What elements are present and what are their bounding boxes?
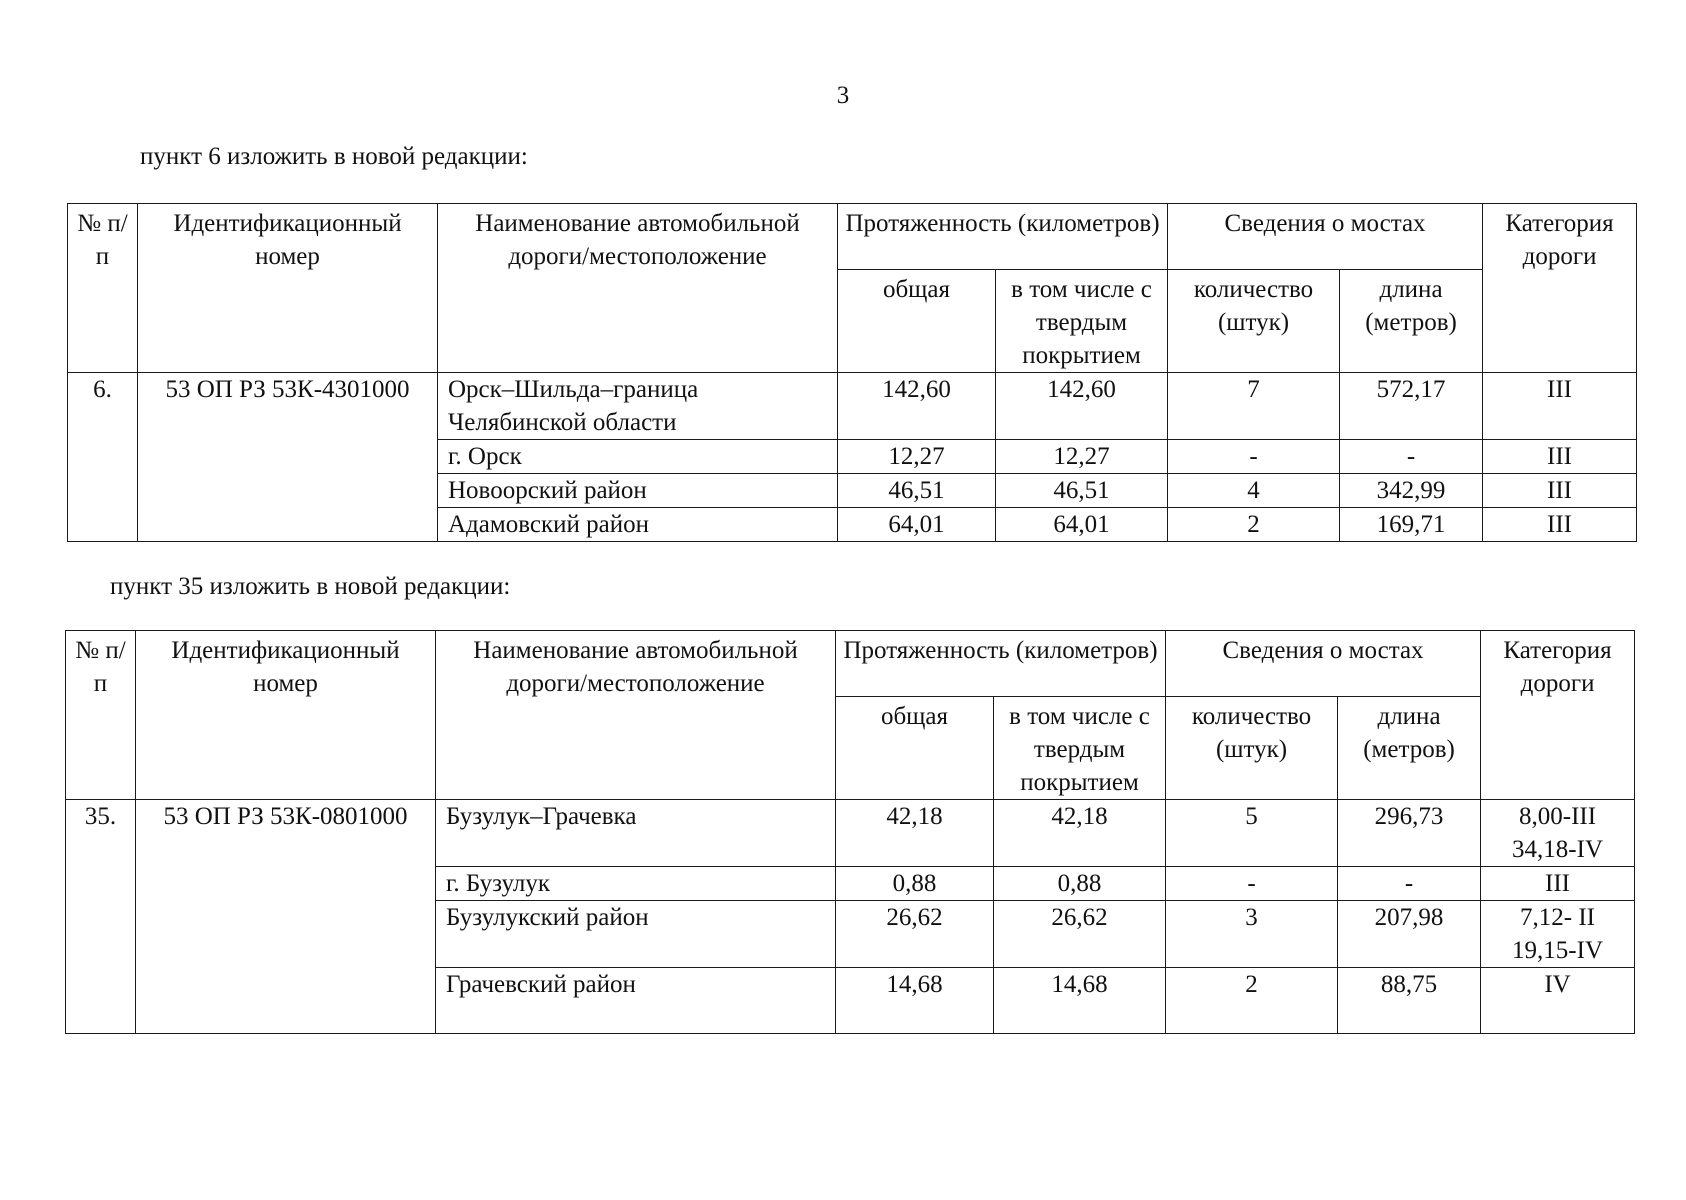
bridges-count: 2: [1168, 508, 1340, 542]
length-paved: 46,51: [996, 474, 1168, 508]
road-category: III: [1483, 440, 1637, 474]
section-instruction: пункт 35 изложить в новой редакции:: [110, 573, 511, 600]
header-bridges-count: количество (штук): [1168, 270, 1340, 373]
header-length-paved: в том числе с твердым покрытием: [994, 697, 1166, 800]
road-category: IV: [1481, 968, 1635, 1034]
length-total: 64,01: [838, 508, 996, 542]
header-bridges-count: количество (штук): [1166, 697, 1338, 800]
road-name: Адамовский район: [438, 508, 838, 542]
road-name: Орск–Шильда–граница Челябинской области: [438, 373, 838, 440]
bridges-count: 2: [1166, 968, 1338, 1034]
road-category: III: [1483, 508, 1637, 542]
road-id: 53 ОП РЗ 53К-0801000: [136, 800, 436, 1034]
length-total: 12,27: [838, 440, 996, 474]
bridges-count: 5: [1166, 800, 1338, 867]
length-total: 14,68: [836, 968, 994, 1034]
header-id: Идентификационный номер: [136, 631, 436, 800]
length-paved: 142,60: [996, 373, 1168, 440]
road-category: III: [1483, 474, 1637, 508]
length-paved: 42,18: [994, 800, 1166, 867]
header-bridges: Сведения о мостах: [1168, 204, 1483, 270]
bridges-length: 207,98: [1338, 901, 1481, 968]
length-paved: 64,01: [996, 508, 1168, 542]
bridges-length: -: [1338, 867, 1481, 901]
road-name: Новоорский район: [438, 474, 838, 508]
bridges-length: 169,71: [1340, 508, 1483, 542]
header-bridges: Сведения о мостах: [1166, 631, 1481, 697]
bridges-count: -: [1168, 440, 1340, 474]
header-category: Категория дороги: [1483, 204, 1637, 373]
header-id: Идентификационный номер: [138, 204, 438, 373]
section-instruction: пункт 6 изложить в новой редакции:: [140, 143, 528, 170]
bridges-count: -: [1166, 867, 1338, 901]
table-row: [66, 800, 1635, 867]
bridges-count: 3: [1166, 901, 1338, 968]
length-paved: 26,62: [994, 901, 1166, 968]
road-id: 53 ОП РЗ 53К-4301000: [138, 373, 438, 542]
table-row: [68, 373, 1637, 440]
road-name: Бузулукский район: [436, 901, 836, 968]
road-category: III: [1481, 867, 1635, 901]
header-num: № п/п: [66, 631, 136, 800]
header-num: № п/п: [68, 204, 138, 373]
header-bridges-length: длина (метров): [1338, 697, 1481, 800]
bridges-count: 7: [1168, 373, 1340, 440]
row-number: 35.: [66, 800, 136, 1034]
bridges-length: 88,75: [1338, 968, 1481, 1034]
length-total: 46,51: [838, 474, 996, 508]
road-category: 7,12- II 19,15-IV: [1481, 901, 1635, 968]
length-paved: 14,68: [994, 968, 1166, 1034]
road-name: г. Орск: [438, 440, 838, 474]
bridges-length: 572,17: [1340, 373, 1483, 440]
row-number: 6.: [68, 373, 138, 542]
bridges-length: 342,99: [1340, 474, 1483, 508]
header-name: Наименование автомобильной дороги/местоположение: [436, 631, 836, 800]
road-category: 8,00-III 34,18-IV: [1481, 800, 1635, 867]
header-name: Наименование автомобильной дороги/местоположение: [438, 204, 838, 373]
bridges-count: 4: [1168, 474, 1340, 508]
road-name: Бузулук–Грачевка: [436, 800, 836, 867]
header-length: Протяженность (километров): [836, 631, 1166, 697]
header-bridges-length: длина (метров): [1340, 270, 1483, 373]
page-number: 3: [836, 82, 850, 109]
roads-table: [67, 203, 1637, 542]
length-total: 142,60: [838, 373, 996, 440]
length-paved: 12,27: [996, 440, 1168, 474]
header-length-paved: в том числе с твердым покрытием: [996, 270, 1168, 373]
bridges-length: 296,73: [1338, 800, 1481, 867]
header-length-total: общая: [838, 270, 996, 373]
header-length: Протяженность (километров): [838, 204, 1168, 270]
length-paved: 0,88: [994, 867, 1166, 901]
roads-table: [65, 630, 1635, 1034]
road-category: III: [1483, 373, 1637, 440]
length-total: 26,62: [836, 901, 994, 968]
length-total: 0,88: [836, 867, 994, 901]
road-name: г. Бузулук: [436, 867, 836, 901]
road-name: Грачевский район: [436, 968, 836, 1034]
length-total: 42,18: [836, 800, 994, 867]
header-length-total: общая: [836, 697, 994, 800]
header-category: Категория дороги: [1481, 631, 1635, 800]
bridges-length: -: [1340, 440, 1483, 474]
